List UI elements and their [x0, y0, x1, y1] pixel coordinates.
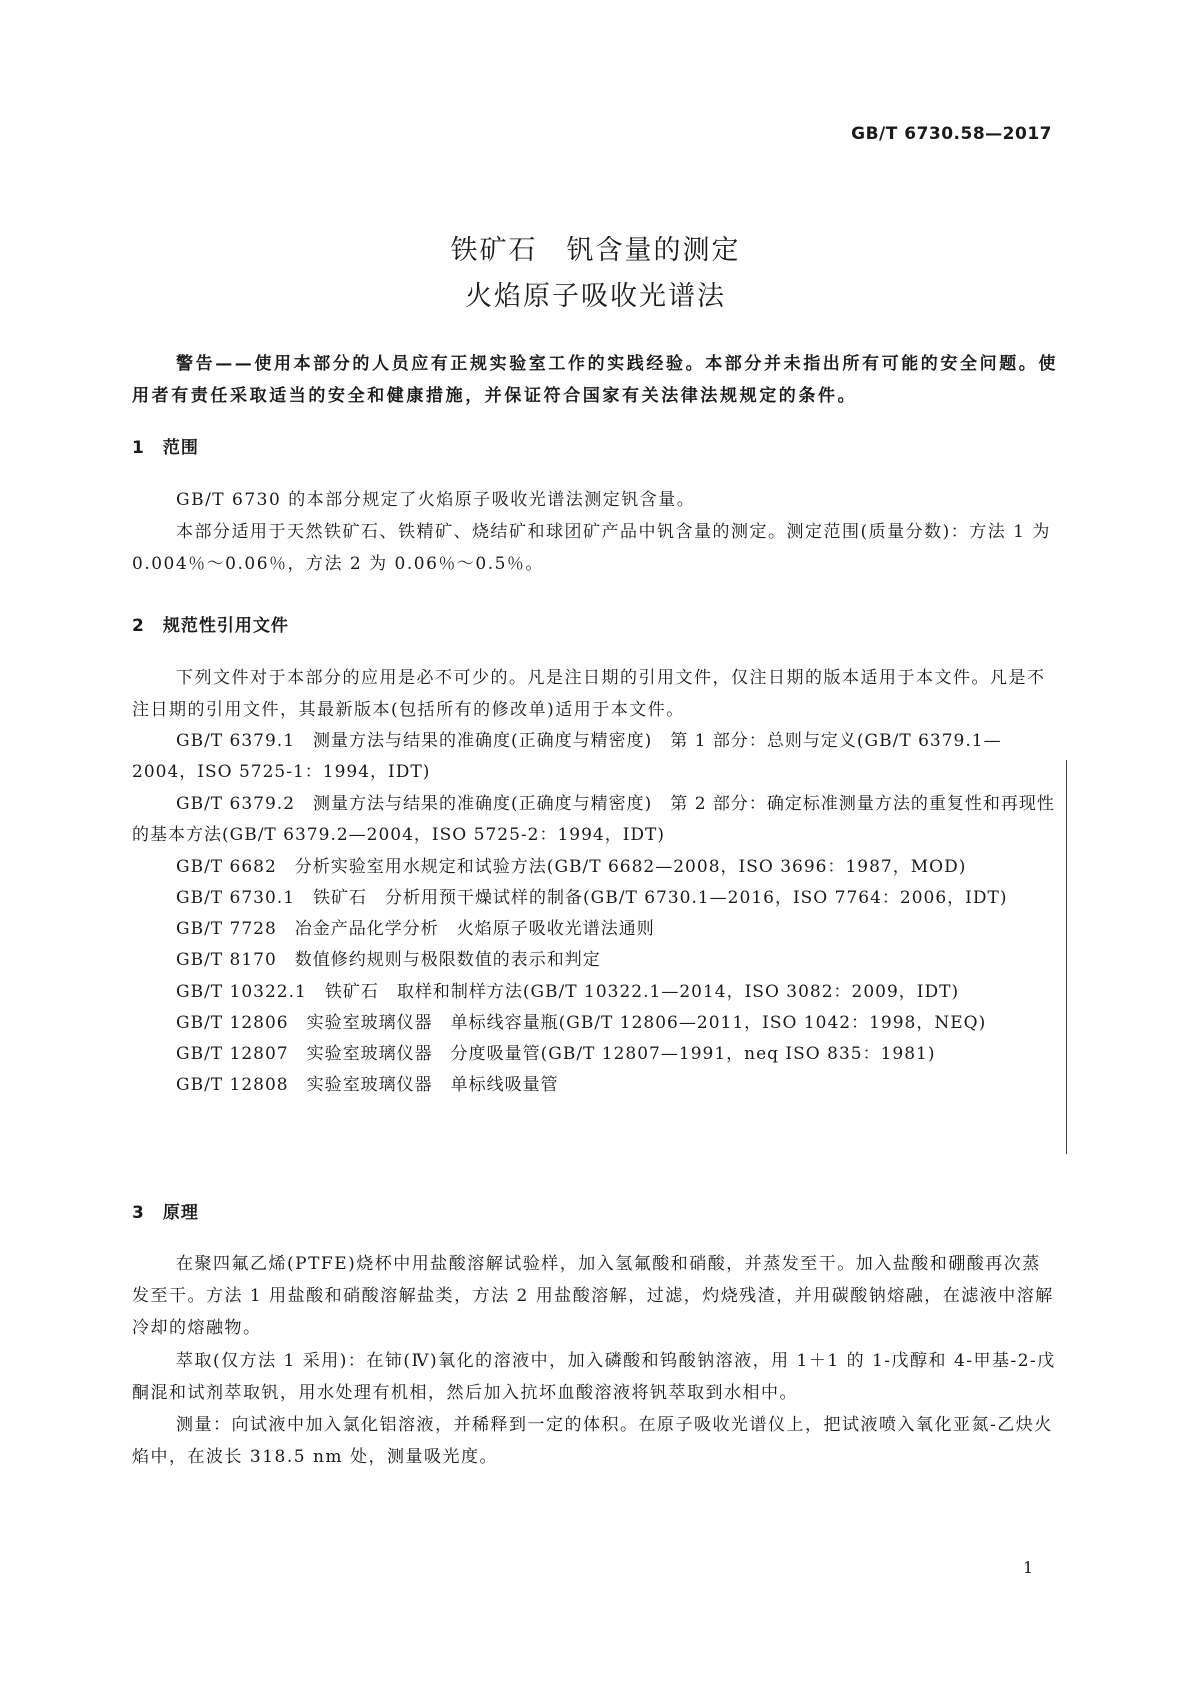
section-heading-scope: 1 范围	[132, 438, 199, 458]
principle-paragraph: 在聚四氟乙烯(PTFE)烧杯中用盐酸溶解试验样，加入氢氟酸和硝酸，并蒸发至干。加入盐酸和硼酸再次蒸发至干。方法 1 用盐酸和硝酸溶解盐类，方法 2 用盐酸溶解，过滤，灼烧残渣，并用碳酸钠熔融，在滤液中溶解冷却的熔融物。	[132, 1254, 1054, 1338]
reference-item: GB/T 8170 数值修约规则与极限数值的表示和判定	[176, 950, 601, 970]
reference-item: GB/T 10322.1 铁矿石 取样和制样方法(GB/T 10322.1—2014，ISO 3082：2009，IDT)	[176, 982, 960, 1002]
revision-change-bar	[1066, 760, 1067, 1154]
principle-paragraph: 测量：向试液中加入氯化铝溶液，并稀释到一定的体积。在原子吸收光谱仪上，把试液喷入氧化亚氮-乙炔火焰中，在波长 318.5 nm 处，测量吸光度。	[132, 1415, 1053, 1467]
reference-item: GB/T 12806 实验室玻璃仪器 单标线容量瓶(GB/T 12806—2011，ISO 1042：1998，NEQ)	[176, 1013, 987, 1033]
reference-item: GB/T 12808 实验室玻璃仪器 单标线吸量管	[176, 1075, 559, 1095]
section-heading-principle: 3 原理	[132, 1203, 199, 1223]
warning-paragraph: 警告——使用本部分的人员应有正规实验室工作的实践经验。本部分并未指出所有可能的安全问题。使用者有责任采取适当的安全和健康措施，并保证符合国家有关法律法规规定的条件。	[132, 354, 1058, 406]
reference-item: GB/T 6730.1 铁矿石 分析用预干燥试样的制备(GB/T 6730.1—2016，ISO 7764：2006，IDT)	[176, 888, 1008, 908]
document-subtitle: 火焰原子吸收光谱法	[465, 281, 726, 312]
principle-paragraph: 萃取(仅方法 1 采用)：在铈(Ⅳ)氧化的溶液中，加入磷酸和钨酸钠溶液，用 1＋1 的 1-戊醇和 4-甲基-2-戊酮混和试剂萃取钒，用水处理有机相，然后加入抗坏血酸溶液将钒萃取到水相中。	[132, 1351, 1056, 1403]
reference-item: GB/T 7728 冶金产品化学分析 火焰原子吸收光谱法通则	[176, 919, 655, 939]
reference-item: GB/T 6682 分析实验室用水规定和试验方法(GB/T 6682—2008，ISO 3696：1987，MOD)	[176, 857, 967, 877]
document-title: 铁矿石 钒含量的测定	[450, 235, 741, 266]
reference-item: GB/T 6379.2 测量方法与结果的准确度(正确度与精密度) 第 2 部分：确定标准测量方法的重复性和再现性的基本方法(GB/T 6379.2—2004，ISO 5725-2：1994，IDT)	[132, 794, 1055, 845]
scope-paragraph: 本部分适用于天然铁矿石、铁精矿、烧结矿和球团矿产品中钒含量的测定。测定范围(质量分数)：方法 1 为 0.004％～0.06％，方法 2 为 0.06％～0.5％。	[132, 522, 1051, 574]
reference-item: GB/T 12807 实验室玻璃仪器 分度吸量管(GB/T 12807—1991，neq ISO 835：1981)	[176, 1044, 936, 1064]
page-number: 1	[1023, 1558, 1034, 1577]
standard-number: GB/T 6730.58—2017	[851, 124, 1052, 144]
scope-paragraph: GB/T 6730 的本部分规定了火焰原子吸收光谱法测定钒含量。	[176, 490, 696, 510]
section-heading-normative-references: 2 规范性引用文件	[132, 616, 289, 636]
normative-intro-paragraph: 下列文件对于本部分的应用是必不可少的。凡是注日期的引用文件，仅注日期的版本适用于本文件。凡是不注日期的引用文件，其最新版本(包括所有的修改单)适用于本文件。	[132, 668, 1046, 720]
reference-item: GB/T 6379.1 测量方法与结果的准确度(正确度与精密度) 第 1 部分：总则与定义(GB/T 6379.1—2004，ISO 5725-1：1994，IDT)	[132, 731, 1002, 782]
